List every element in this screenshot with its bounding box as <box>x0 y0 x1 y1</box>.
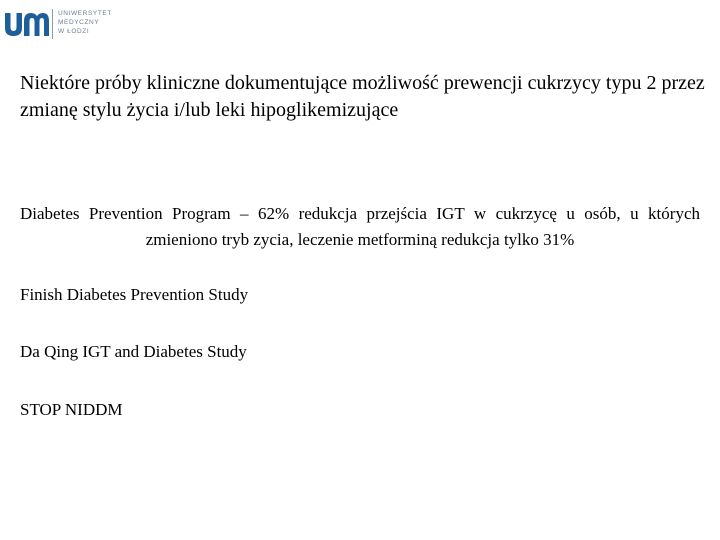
logo-university-name <box>58 9 112 36</box>
list-item-dpp: Diabetes Prevention Program – 62% redukcja przejścia IGT w cukrzycę u osób, u których zmieniono tryb zycia, leczenie metforminą redukcja tylko 31% <box>20 204 700 249</box>
list-item-stop-niddm: STOP NIDDM <box>20 400 123 419</box>
um-logo-mark-icon <box>4 6 50 40</box>
list-item-da-qing: Da Qing IGT and Diabetes Study <box>20 342 247 361</box>
logo-divider <box>52 9 53 39</box>
logo-line-1: UNIWERSYTET <box>58 10 112 17</box>
logo-line-3: W ŁODZI <box>58 28 90 35</box>
slide-title: Niektóre próby kliniczne dokumentujące możliwość prewencji cukrzycy typu 2 przez zmianę stylu życia i/lub leki hipoglikemizujące <box>20 72 705 121</box>
university-logo <box>4 6 124 40</box>
list-item-finish-dps: Finish Diabetes Prevention Study <box>20 285 249 304</box>
logo-line-2: MEDYCZNY <box>58 19 100 26</box>
